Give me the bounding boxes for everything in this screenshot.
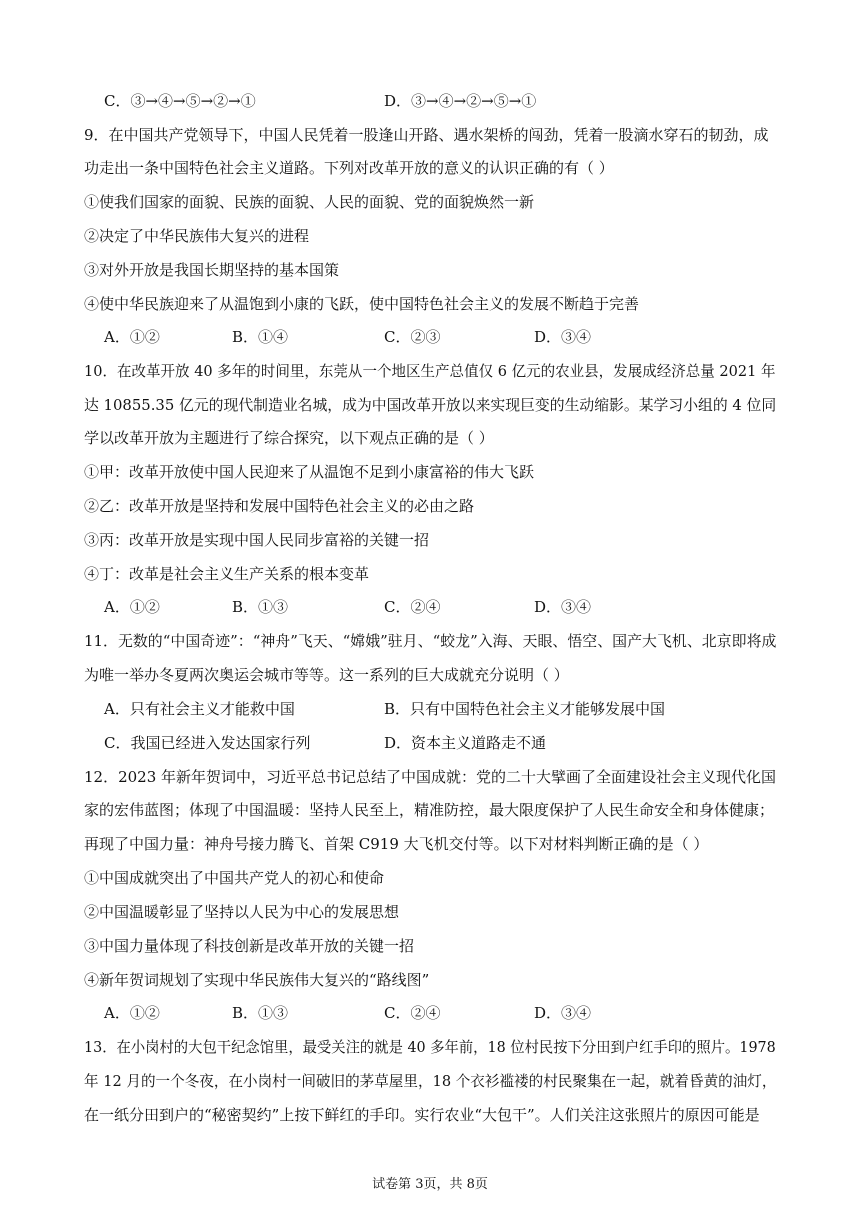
question-12-option-b: B．①③ xyxy=(232,1004,289,1022)
question-13-stem-line-1: 13．在小岗村的大包干纪念馆里，最受关注的就是 40 多年前，18 位村民按下分田到户红手印的照片。1978 xyxy=(84,1038,776,1056)
question-13-stem-line-3: 在一纸分田到户的“秘密契约”上按下鲜红的手印。实行农业“大包干”。人们关注这张照片的原因可能是 xyxy=(84,1106,760,1124)
question-10-option-a: A．①② xyxy=(104,598,160,616)
question-11-option-c: C．我国已经进入发达国家行列 xyxy=(104,734,311,752)
question-13-stem-line-2: 年 12 月的一个冬夜，在小岗村一间破旧的茅草屋里，18 个衣衫褴褛的村民聚集在一起，就着昏黄的油灯， xyxy=(84,1072,777,1090)
option-c: C．③→④→⑤→②→① xyxy=(104,92,256,110)
question-9-option-b: B．①④ xyxy=(232,328,289,346)
question-12-item-1: ①中国成就突出了中国共产党人的初心和使命 xyxy=(84,869,385,887)
question-12-item-3: ③中国力量体现了科技创新是改革开放的关键一招 xyxy=(84,937,415,955)
question-11-stem-line-1: 11．无数的“中国奇迹”：“神舟”飞天、“嫦娥”驻月、“蛟龙”入海、天眼、悟空、国产大飞机、北京即将成 xyxy=(84,632,777,650)
question-12-option-a: A．①② xyxy=(104,1004,160,1022)
question-11-option-a: A．只有社会主义才能救中国 xyxy=(104,700,295,718)
question-9-option-c: C．②③ xyxy=(384,328,441,346)
question-10-item-3: ③丙：改革开放是实现中国人民同步富裕的关键一招 xyxy=(84,531,430,549)
question-10-option-c: C．②④ xyxy=(384,598,441,616)
question-11-option-d: D．资本主义道路走不通 xyxy=(384,734,547,752)
question-9-option-d: D．③④ xyxy=(534,328,592,346)
question-10-option-d: D．③④ xyxy=(534,598,592,616)
question-10-option-b: B．①③ xyxy=(232,598,289,616)
option-d: D．③→④→②→⑤→① xyxy=(384,92,537,110)
question-12-option-d: D．③④ xyxy=(534,1004,592,1022)
question-10-item-2: ②乙：改革开放是坚持和发展中国特色社会主义的必由之路 xyxy=(84,497,475,515)
page-footer: 试卷第 3页，共 8页 xyxy=(372,1177,488,1192)
question-10-stem-line-3: 学以改革开放为主题进行了综合探究，以下观点正确的是（ ） xyxy=(84,429,494,447)
question-10-stem-line-2: 达 10855.35 亿元的现代制造业名城，成为中国改革开放以来实现巨变的生动缩影。某学习小组的 4 位同 xyxy=(84,396,777,414)
question-12-stem-line-2: 家的宏伟蓝图；体现了中国温暖：坚持人民至上，精准防控，最大限度保护了人民生命安全和身体健康； xyxy=(84,801,775,819)
question-12-stem-line-1: 12．2023 年新年贺词中，习近平总书记总结了中国成就：党的二十大擘画了全面建设社会主义现代化国 xyxy=(84,768,777,786)
question-12-item-4: ④新年贺词规划了实现中华民族伟大复兴的“路线图” xyxy=(84,971,430,989)
question-9-option-a: A．①② xyxy=(104,328,160,346)
question-9-item-2: ②决定了中华民族伟大复兴的进程 xyxy=(84,227,310,245)
question-9-stem-line-2: 功走出一条中国特色社会主义道路。下列对改革开放的意义的认识正确的有（ ） xyxy=(84,159,614,177)
question-10-stem-line-1: 10．在改革开放 40 多年的时间里，东莞从一个地区生产总值仅 6 亿元的农业县，发展成经济总量 2021 年 xyxy=(84,362,776,380)
question-11-option-b: B．只有中国特色社会主义才能够发展中国 xyxy=(384,700,666,718)
question-10-item-1: ①甲：改革开放使中国人民迎来了从温饱不足到小康富裕的伟大飞跃 xyxy=(84,463,535,481)
question-12-stem-line-3: 再现了中国力量：神舟号接力腾飞、首架 C919 大飞机交付等。以下对材料判断正确的是（ ） xyxy=(84,835,709,853)
question-12-option-c: C．②④ xyxy=(384,1004,441,1022)
question-9-stem-line-1: 9．在中国共产党领导下，中国人民凭着一股逢山开路、遇水架桥的闯劲，凭着一股滴水穿石的韧劲，成 xyxy=(84,126,769,144)
question-10-item-4: ④丁：改革是社会主义生产关系的根本变革 xyxy=(84,565,370,583)
question-9-item-1: ①使我们国家的面貌、民族的面貌、人民的面貌、党的面貌焕然一新 xyxy=(84,193,535,211)
question-12-item-2: ②中国温暖彰显了坚持以人民为中心的发展思想 xyxy=(84,903,400,921)
question-11-stem-line-2: 为唯一举办冬夏两次奥运会城市等等。这一系列的巨大成就充分说明（ ） xyxy=(84,666,569,684)
question-9-item-4: ④使中华民族迎来了从温饱到小康的飞跃，使中国特色社会主义的发展不断趋于完善 xyxy=(84,295,640,313)
question-9-item-3: ③对外开放是我国长期坚持的基本国策 xyxy=(84,261,340,279)
